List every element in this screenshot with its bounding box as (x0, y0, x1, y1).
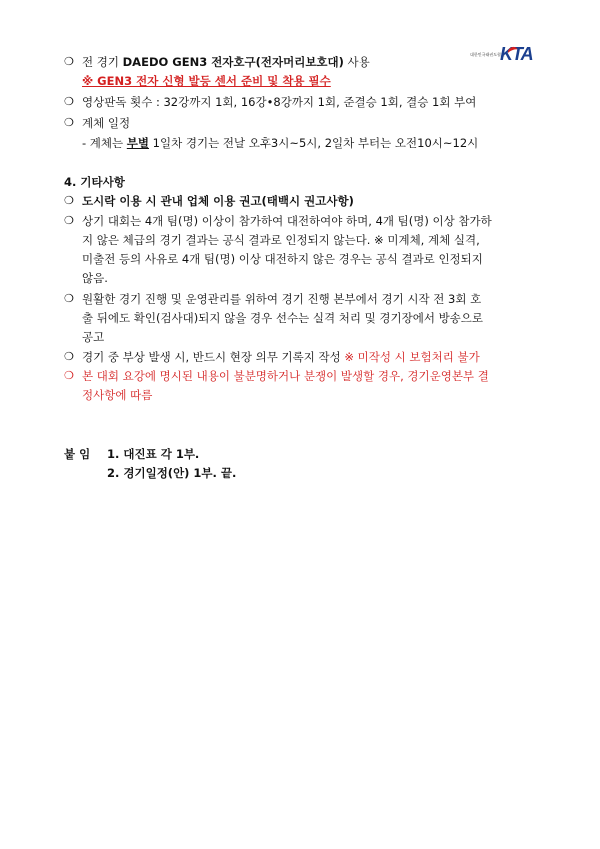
bullet-icon: ❍ (64, 350, 74, 363)
bullet-icon: ❍ (64, 55, 74, 68)
bullet-icon: ❍ (64, 214, 74, 227)
logo-mark: KTA (500, 44, 533, 64)
bullet-icon: ❍ (64, 116, 74, 129)
attachment-label: 붙 임 (64, 447, 91, 461)
bullet-icon: ❍ (64, 369, 74, 382)
kta-logo (470, 44, 536, 66)
bullet-icon: ❍ (64, 95, 74, 108)
bullet-icon: ❍ (64, 194, 74, 207)
document-page: 대한민국태권도협회 KTA ❍ 전 경기 DAEDO GEN3 전자호구(전자머리보호대) 사용 ※ GEN3 전자 신형 발등 센서 준비 및 착용 필수 ❍ 영상판독 횟수 : 32강까지 1회, 16강•8강까지 1회, 준결승 1회, 결승 1회 부여 ❍ 계체 일정 - 계체는 부별 1일차 경기는 전날 오후3시~5시, 2일차 부터는 오전10시~12시 4. 기타사항 ❍ 도시락 이용 시 관내 업체 이용 권고(태백시 권고사항) ❍ 상기 대회는 4개 팀(명) 이상이 참가하여 대전하여야 하며, 4개 팀(명) 이상 참가하 지 않은 체급의 경기 결과는 공식 결과로 인정되지 않는다. ※ 미계체, 계체 실격, 미출전 등의 사유로 4개 팀(명) 이상 대전하지 않은 경우는 공식 결과로 인정되지 않음. ❍ 원활한 경기 진행 및 운영관리를 위하여 경기 진행 본부에서 경기 시작 전 3회 호 출 뒤에도 확인(검사대)되지 않을 경우 선수는 실격 처리 및 경기장에서 방송으로 공고 ❍ 경기 중 부상 발생 시, 반드시 현장 의무 기록지 작성 ※ 미작성 시 보험처리 불가 ❍ 본 대회 요강에 명시된 내용이 불분명하거나 분쟁이 발생할 경우, 경기운영본부 결 정사항에 따름 붙 임 1. 대진표 각 1부. 2. 경기일정(안) 1부. 끝. (0, 0, 600, 849)
logo-org-text: 대한민국태권도협회 (470, 52, 505, 57)
bullet-icon: ❍ (64, 292, 74, 305)
